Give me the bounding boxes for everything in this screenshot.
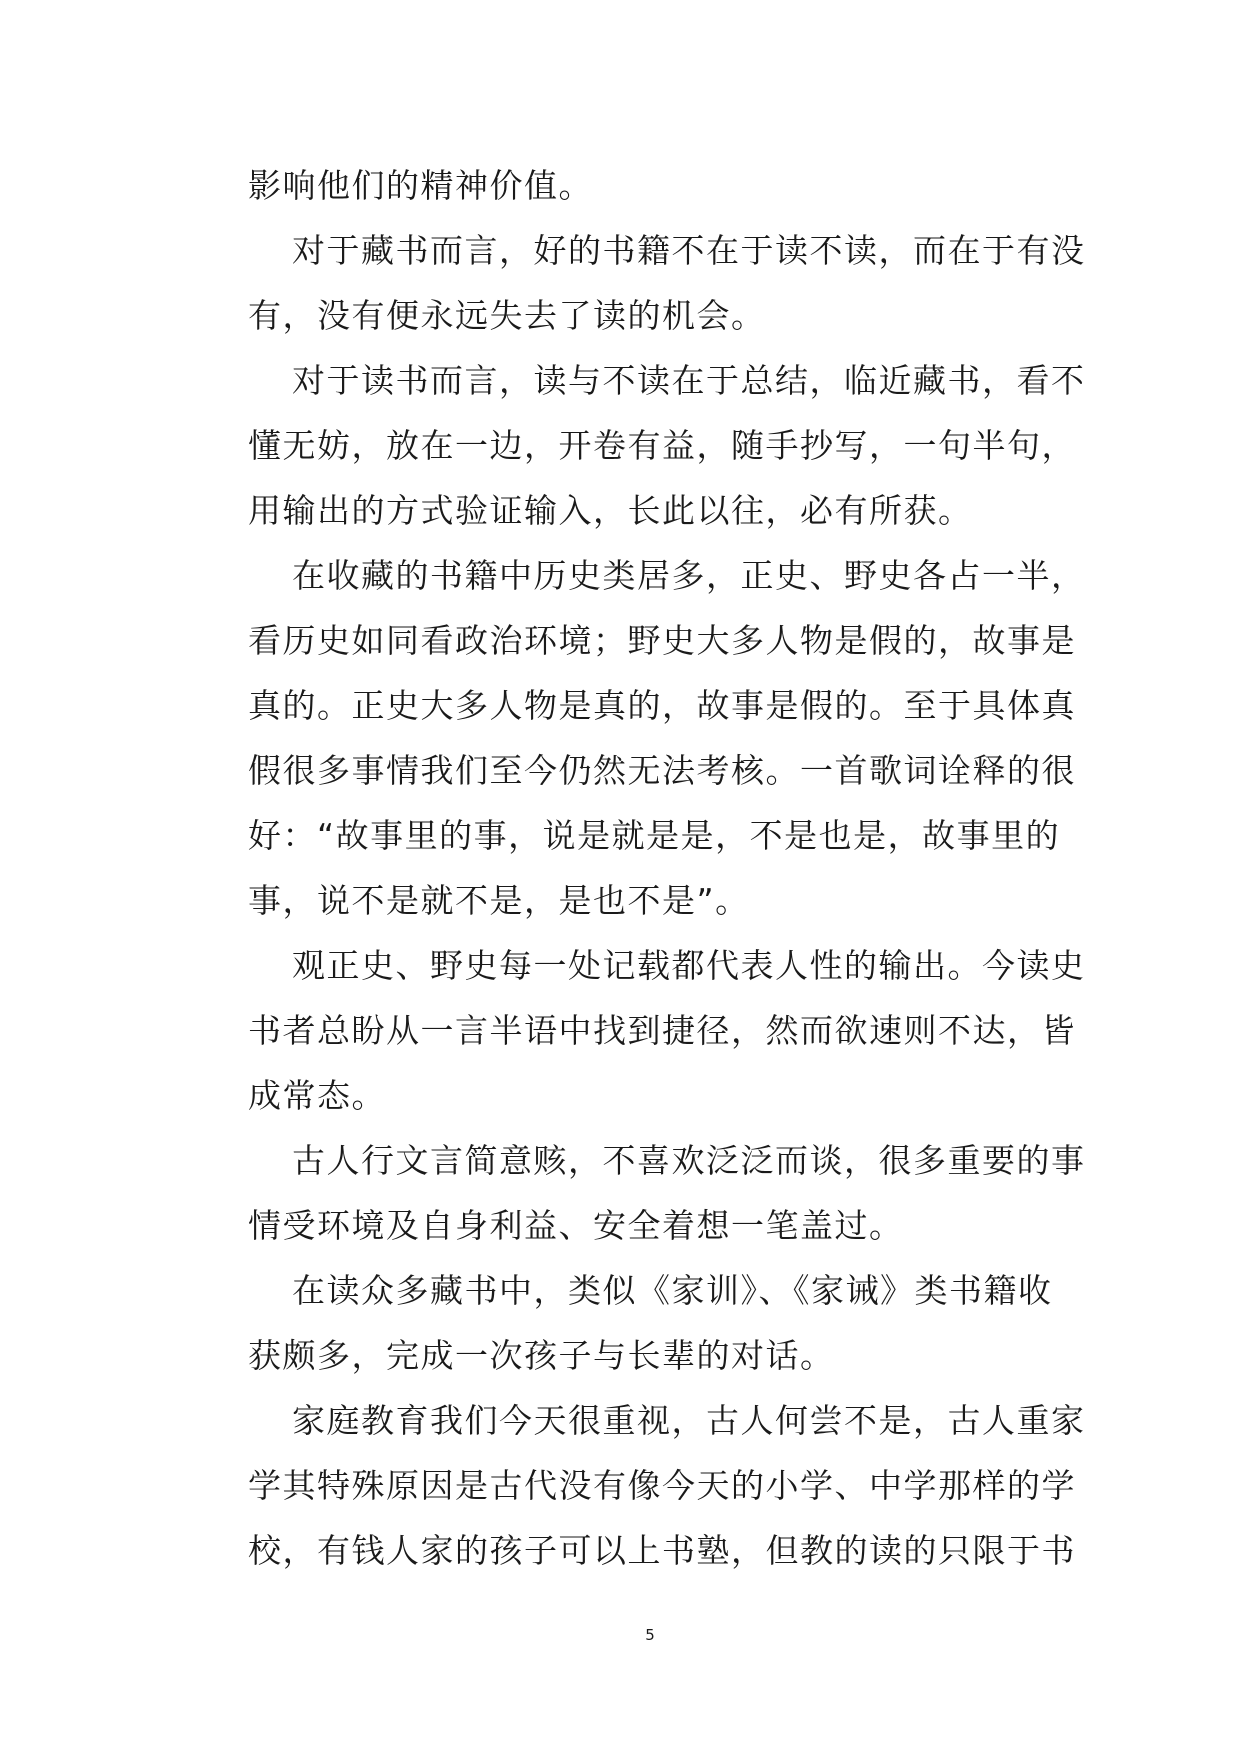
text-line: 成常态。 <box>248 1076 386 1115</box>
text-line: 事，说不是就不是，是也不是”。 <box>248 881 750 920</box>
text-line: 有，没有便永远失去了读的机会。 <box>248 296 766 335</box>
text-line: 书者总盼从一言半语中找到捷径，然而欲速则不达，皆 <box>248 1011 1076 1050</box>
text-line: 真的。正史大多人物是真的，故事是假的。至于具体真 <box>248 686 1076 725</box>
text-line: 在收藏的书籍中历史类居多，正史、野史各占一半， <box>292 556 1086 595</box>
text-line: 懂无妨，放在一边，开卷有益，随手抄写，一句半句， <box>248 426 1076 465</box>
text-line: 假很多事情我们至今仍然无法考核。一首歌词诠释的很 <box>248 751 1076 790</box>
text-line: 影响他们的精神价值。 <box>248 166 593 205</box>
text-line: 看历史如同看政治环境；野史大多人物是假的，故事是 <box>248 621 1076 660</box>
page-number: 5 <box>645 1626 655 1644</box>
text-line: 用输出的方式验证输入，长此以往，必有所获。 <box>248 491 973 530</box>
text-line: 学其特殊原因是古代没有像今天的小学、中学那样的学 <box>248 1466 1076 1505</box>
text-line: 校，有钱人家的孩子可以上书塾，但教的读的只限于书 <box>248 1531 1076 1570</box>
text-line: 好：“故事里的事，说是就是是，不是也是，故事里的 <box>248 816 1061 855</box>
text-line: 情受环境及自身利益、安全着想一笔盖过。 <box>248 1206 904 1245</box>
text-line: 古人行文言简意赅，不喜欢泛泛而谈，很多重要的事 <box>292 1141 1086 1180</box>
text-line: 对于藏书而言，好的书籍不在于读不读，而在于有没 <box>292 231 1086 270</box>
text-line: 获颇多，完成一次孩子与长辈的对话。 <box>248 1336 835 1375</box>
body-text <box>248 153 1086 1583</box>
text-line: 对于读书而言，读与不读在于总结，临近藏书，看不 <box>292 361 1086 400</box>
text-line: 在读众多藏书中，类似《家训》、《家诫》类书籍收 <box>292 1271 1053 1310</box>
text-line: 家庭教育我们今天很重视，古人何尝不是，古人重家 <box>292 1401 1086 1440</box>
text-line: 观正史、野史每一处记载都代表人性的输出。今读史 <box>292 946 1086 985</box>
